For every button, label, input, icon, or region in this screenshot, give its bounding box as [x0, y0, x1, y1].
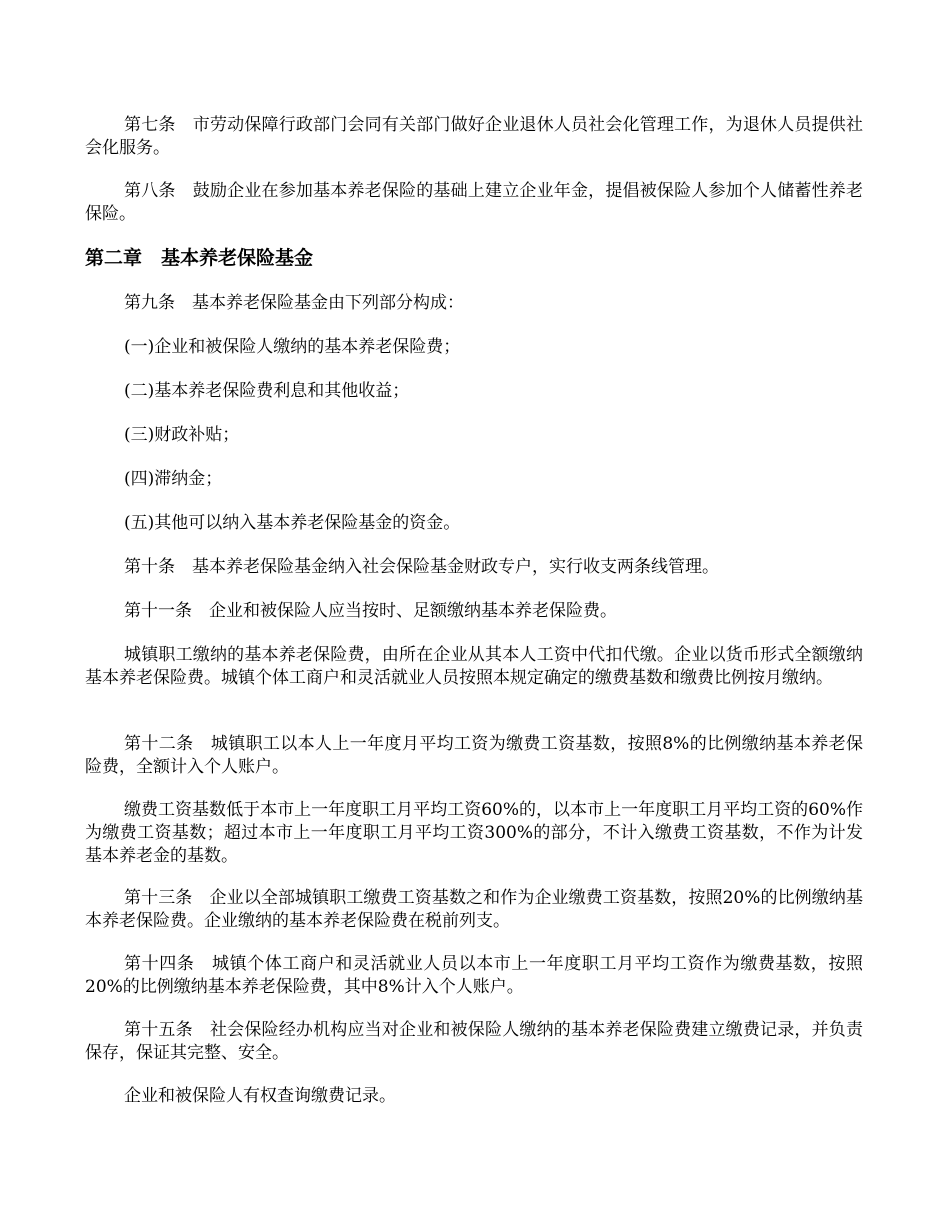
article-11-paragraph-2: 城镇职工缴纳的基本养老保险费，由所在企业从其本人工资中代扣代缴。企业以货币形式全额缴纳基本养老保险费。城镇个体工商户和灵活就业人员按照本规定确定的缴费基数和缴费比例按月缴纳。 [85, 645, 863, 688]
article-14: 第十四条 城镇个体工商户和灵活就业人员以本市上一年度职工月平均工资作为缴费基数，按照20%的比例缴纳基本养老保险费，其中8%计入个人账户。 [85, 954, 863, 997]
article-15: 第十五条 社会保险经办机构应当对企业和被保险人缴纳的基本养老保险费建立缴费记录，并负责保存，保证其完整、安全。 [85, 1020, 863, 1063]
list-item-2: (二)基本养老保险费利息和其他收益； [124, 381, 410, 401]
list-item-5: (五)其他可以纳入基本养老保险基金的资金。 [124, 513, 461, 533]
article-8: 第八条 鼓励企业在参加基本养老保险的基础上建立企业年金，提倡被保险人参加个人储蓄性养老保险。 [85, 181, 863, 224]
article-7: 第七条 市劳动保障行政部门会同有关部门做好企业退休人员社会化管理工作，为退休人员提供社会化服务。 [85, 115, 863, 158]
article-12-paragraph-2: 缴费工资基数低于本市上一年度职工月平均工资60%的，以本市上一年度职工月平均工资的60%作为缴费工资基数；超过本市上一年度职工月平均工资300%的部分，不计入缴费工资基数，不作为计发基本养老金的基数。 [85, 800, 863, 866]
article-12: 第十二条 城镇职工以本人上一年度月平均工资为缴费工资基数，按照8%的比例缴纳基本养老保险费，全额计入个人账户。 [85, 734, 863, 777]
article-9: 第九条 基本养老保险基金由下列部分构成： [124, 293, 464, 313]
list-item-4: (四)滞纳金； [124, 469, 223, 489]
article-10: 第十条 基本养老保险基金纳入社会保险基金财政专户，实行收支两条线管理。 [124, 557, 719, 577]
list-item-1: (一)企业和被保险人缴纳的基本养老保险费； [124, 337, 461, 357]
article-11: 第十一条 企业和被保险人应当按时、足额缴纳基本养老保险费。 [124, 601, 617, 621]
chapter-heading: 第二章 基本养老保险基金 [85, 247, 314, 269]
article-15-paragraph-2: 企业和被保险人有权查询缴费记录。 [124, 1086, 396, 1106]
article-13: 第十三条 企业以全部城镇职工缴费工资基数之和作为企业缴费工资基数，按照20%的比例缴纳基本养老保险费。企业缴纳的基本养老保险费在税前列支。 [85, 888, 863, 931]
list-item-3: (三)财政补贴； [124, 425, 240, 445]
